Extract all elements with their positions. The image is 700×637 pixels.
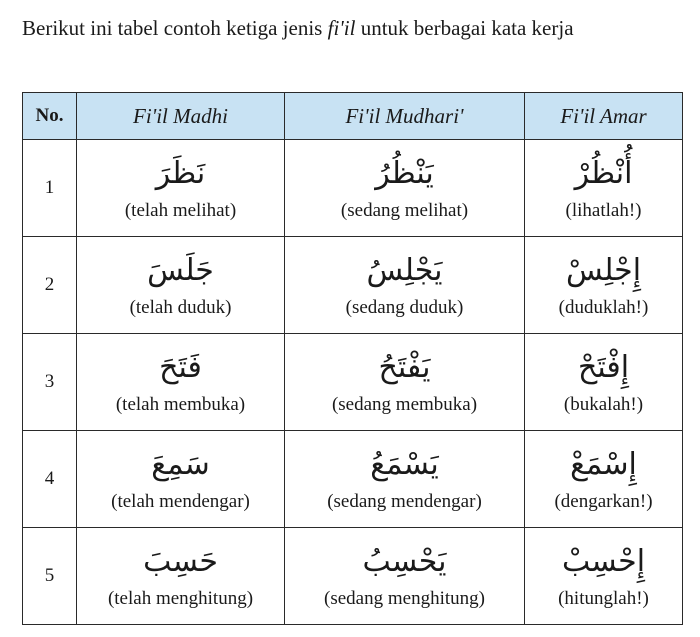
meaning-text: (sedang duduk) (345, 297, 464, 318)
row-number: 1 (23, 140, 77, 237)
intro-paragraph (22, 12, 682, 44)
madhi-cell (77, 334, 285, 431)
meaning-text: (lihatlah!) (565, 200, 642, 221)
row-number: 2 (23, 237, 77, 334)
arabic-word: يَحْسِبُ (362, 544, 447, 579)
header-no: No. (23, 93, 77, 140)
meaning-text: (sedang menghitung) (324, 588, 485, 609)
mudhari-cell (285, 140, 525, 237)
table-row (23, 431, 683, 528)
arabic-word: إِجْلِسْ (565, 253, 642, 288)
row-number: 4 (23, 431, 77, 528)
intro-text-before: Berikut ini tabel contoh ketiga jenis (22, 16, 328, 40)
meaning-text: (telah duduk) (129, 297, 232, 318)
meaning-text: (telah menghitung) (107, 588, 254, 609)
header-madhi: Fi'il Madhi (77, 93, 285, 140)
amar-cell (525, 528, 683, 625)
amar-cell (525, 334, 683, 431)
arabic-word: يَجْلِسُ (366, 253, 443, 288)
arabic-word: نَظَرَ (155, 156, 206, 191)
madhi-cell (77, 140, 285, 237)
arabic-word: يَنْظُرُ (375, 156, 434, 191)
meaning-text: (duduklah!) (558, 297, 649, 318)
table-row (23, 528, 683, 625)
amar-cell (525, 237, 683, 334)
row-number: 5 (23, 528, 77, 625)
mudhari-cell (285, 237, 525, 334)
table-row (23, 140, 683, 237)
madhi-cell (77, 528, 285, 625)
arabic-word: إِفْتَحْ (577, 350, 630, 385)
arabic-word: يَفْتَحُ (378, 350, 431, 385)
madhi-cell (77, 431, 285, 528)
arabic-word: يَسْمَعُ (370, 447, 439, 482)
header-amar: Fi'il Amar (525, 93, 683, 140)
arabic-word: جَلَسَ (147, 253, 214, 288)
meaning-text: (sedang membuka) (331, 394, 478, 415)
arabic-word: سَمِعَ (151, 447, 210, 482)
fiil-table (22, 92, 683, 625)
madhi-cell (77, 237, 285, 334)
intro-text-after: untuk berbagai kata kerja (355, 16, 574, 40)
mudhari-cell (285, 528, 525, 625)
meaning-text: (telah melihat) (124, 200, 237, 221)
arabic-word: إِحْسِبْ (561, 544, 646, 579)
meaning-text: (hitunglah!) (558, 588, 649, 609)
table-row (23, 334, 683, 431)
row-number: 3 (23, 334, 77, 431)
table-header-row (23, 93, 683, 140)
meaning-text: (sedang melihat) (340, 200, 469, 221)
meaning-text: (dengarkan!) (554, 491, 653, 512)
mudhari-cell (285, 431, 525, 528)
mudhari-cell (285, 334, 525, 431)
arabic-word: إِسْمَعْ (570, 447, 637, 482)
arabic-word: فَتَحَ (159, 350, 202, 385)
meaning-text: (telah membuka) (115, 394, 246, 415)
amar-cell (525, 140, 683, 237)
meaning-text: (sedang mendengar) (327, 491, 482, 512)
header-mudhari: Fi'il Mudhari' (285, 93, 525, 140)
arabic-word: حَسِبَ (143, 544, 218, 579)
arabic-word: أُنْظُرْ (574, 156, 633, 191)
amar-cell (525, 431, 683, 528)
table-row (23, 237, 683, 334)
meaning-text: (telah mendengar) (111, 491, 250, 512)
meaning-text: (bukalah!) (563, 394, 644, 415)
intro-term: fi'il (327, 16, 356, 40)
